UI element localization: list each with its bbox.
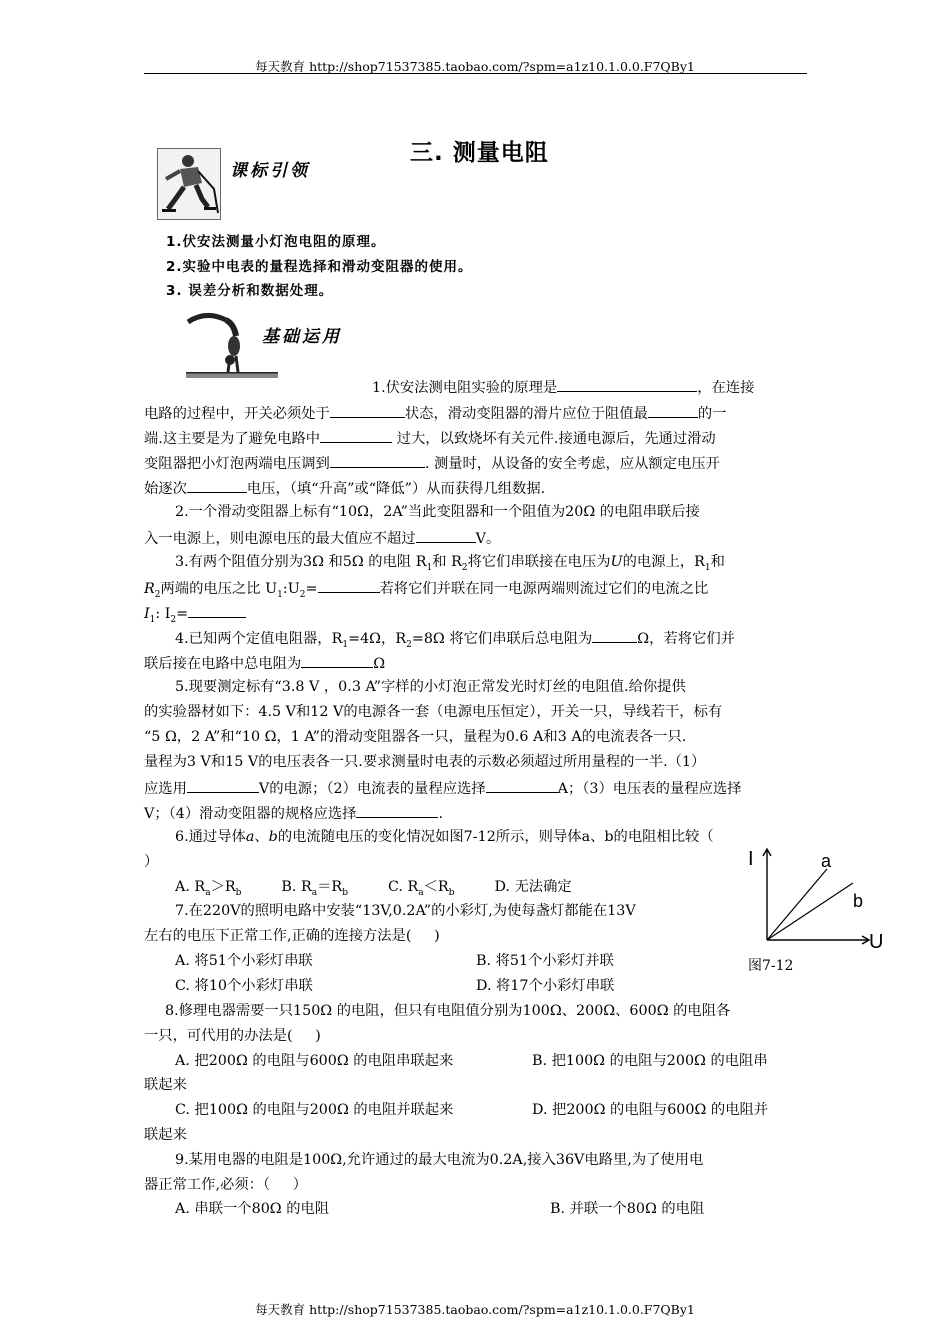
q7-line-1: 7.在220V的照明电路中安装“13V,0.2A”的小彩灯,为使每盏灯都能在13V	[175, 903, 636, 919]
figure-caption: 图7-12	[748, 958, 794, 974]
objective-1: 1.伏安法测量小灯泡电阻的原理。	[166, 234, 386, 250]
q8-option-d: D. 把200Ω 的电阻与600Ω 的电阻并	[532, 1102, 769, 1118]
q5-line-5: 应选用 V的电源；（2）电流表的量程应选择 A；（3）电压表的量程应选择	[144, 778, 741, 798]
q5-line-4: 量程为3 V和15 V的电压表各一只.要求测量时电表的示数必须超过所用量程的一半.（1）	[144, 754, 706, 770]
section-label-curriculum: 课标引领	[230, 161, 310, 181]
q2-line-1: 2.一个滑动变阻器上标有“10Ω，2A”当此变阻器和一个阻值为20Ω 的电阻串联后接	[175, 504, 700, 520]
q4-line-1: 4.已知两个定值电阻器，$R_1=4\Omega$，$R_2=8\Omega$ 将它们串联后总电阻为 Ω，若将它们并	[175, 628, 735, 654]
q5-line-2: 的实验器材如下：4.5 V和12 V的电源各一套（电源电压恒定），开关一只，导线若干，标有	[144, 704, 723, 720]
q5-line-3: “5 Ω，2 A”和“10 Ω，1 A”的滑动变阻器各一只，量程为0.6 A和3 A的电流表各一只.	[144, 729, 687, 745]
q7-option-d: D. 将17个小彩灯串联	[476, 978, 615, 994]
q8-option-b-cont: 联起来	[144, 1077, 187, 1093]
page-header: 每天教育 http://shop71537385.taobao.com/?spm=a1z10.1.0.0.F7QBy1	[255, 59, 695, 74]
q1-line-2: 电路的过程中，开关必须处于 状态，滑动变阻器的滑片应位于阻值最 的一	[144, 403, 727, 423]
q1-line-4: 变阻器把小灯泡两端电压调到 . 测量时，从设备的安全考虑，应从额定电压开	[144, 453, 720, 473]
q8-line-2: 一只，可代用的办法是( )	[144, 1028, 321, 1044]
objective-2: 2.实验中电表的量程选择和滑动变阻器的使用。	[166, 259, 473, 275]
q9-option-b: B. 并联一个80Ω 的电阻	[550, 1201, 705, 1217]
q9-line-1: 9.某用电器的电阻是100Ω,允许通过的最大电流为0.2A,接入36V电路里,为了使用电	[175, 1152, 704, 1168]
q7-option-c: C. 将10个小彩灯串联	[175, 978, 313, 994]
q7-option-a: A. 将51个小彩灯串联	[175, 953, 313, 969]
page-footer: 每天教育 http://shop71537385.taobao.com/?spm=a1z10.1.0.0.F7QBy1	[255, 1302, 695, 1317]
q8-option-b: B. 把100Ω 的电阻与200Ω 的电阻串	[532, 1053, 768, 1069]
q9-option-a: A. 串联一个80Ω 的电阻	[175, 1201, 330, 1217]
q3-line-1: 3.有两个阻值分别为3Ω 和5Ω 的电阻 $R_1$和 $R_2$将它们串联接在电压为U的电源上，$R_1$和	[175, 554, 725, 573]
hockey-player-image	[157, 148, 221, 220]
q5-line-1: 5.现要测定标有“3.8 V ，0.3 A”字样的小灯泡正常发光时灯丝的电阻值.给你提供	[175, 679, 686, 695]
section-label-basic: 基础运用	[262, 327, 342, 347]
q3-line-3: $I_1$: $I_2=$	[144, 603, 246, 629]
q6-line-1: 6.通过导体a、b的电流随电压的变化情况如图7-12所示，则导体a、b的电阻相比较（	[175, 829, 714, 845]
axis-label-i: I	[748, 848, 754, 870]
q8-option-c: C. 把100Ω 的电阻与200Ω 的电阻并联起来	[175, 1102, 454, 1118]
objective-3: 3. 误差分析和数据处理。	[166, 283, 334, 299]
q8-line-1: 8.修理电器需要一只150Ω 的电阻，但只有电阻值分别为100Ω、200Ω、600Ω 的电阻各	[165, 1003, 731, 1019]
q1-line-1: 1.伏安法测电阻实验的原理是 ，在连接	[372, 377, 754, 397]
line-b	[767, 883, 853, 940]
label-a: a	[821, 851, 832, 871]
page-title: 三. 测量电阻	[410, 140, 549, 166]
q8-option-d-cont: 联起来	[144, 1127, 187, 1143]
q3-line-2: $R_2$两端的电压之比 $U_1:U_2=$ 若将它们并联在同一电源两端则流过它们的电流之比	[144, 578, 708, 604]
q4-line-2: 联后接在电路中总电阻为 Ω	[144, 653, 385, 673]
q2-line-2: 入一电源上，则电源电压的最大值应不超过 V。	[144, 528, 500, 548]
q7-line-2: 左右的电压下正常工作,正确的连接方法是( )	[144, 928, 440, 944]
q1-line-3: 端.这主要是为了避免电路中 过大，以致烧坏有关元件.接通电源后，先通过滑动	[144, 428, 716, 448]
q6-options: A. $R_a>R_b$ B. $R_a=R_b$ C. $R_a<R_b$ D. 无法确定	[175, 879, 572, 898]
q9-line-2: 器正常工作,必须：（ ）	[144, 1177, 308, 1193]
axis-label-u: U	[869, 931, 884, 953]
q6-line-2: ）	[144, 854, 159, 870]
line-a	[767, 869, 827, 940]
q8-option-a: A. 把200Ω 的电阻与600Ω 的电阻串联起来	[175, 1053, 454, 1069]
q7-option-b: B. 将51个小彩灯并联	[476, 953, 614, 969]
q5-line-6: V；（4）滑动变阻器的规格应选择 .	[144, 803, 443, 823]
label-b: b	[853, 891, 864, 911]
header-divider	[144, 73, 807, 74]
q1-line-5: 始逐次 电压，（填“升高”或“降低”）从而获得几组数据.	[144, 478, 545, 498]
